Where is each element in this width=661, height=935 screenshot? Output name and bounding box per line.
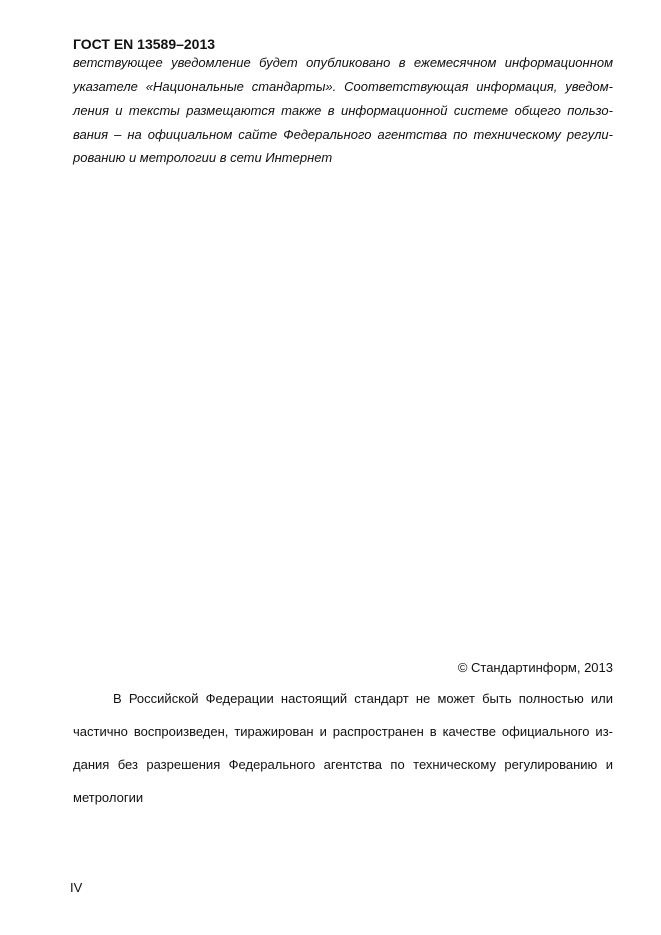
document-header: ГОСТ EN 13589–2013 <box>73 36 216 52</box>
notice-line: В Российской Федерации настоящий стандарт не может быть полностью или <box>113 691 613 706</box>
text-line: ления и тексты размещаются также в информационной системе общего пользо- <box>73 103 613 118</box>
notice-line: дания без разрешения Федерального агентства по техническому регулированию и <box>73 757 613 772</box>
page-number: IV <box>70 880 83 895</box>
text-line: ветствующее уведомление будет опубликовано в ежемесячном информационном <box>73 55 613 70</box>
text-line: вания – на официальном сайте Федерального агентства по техническому регули- <box>73 127 613 142</box>
text-line: рованию и метрологии в сети Интернет <box>73 150 333 165</box>
notice-line: частично воспроизведен, тиражирован и распространен в качестве официального из- <box>73 724 613 739</box>
copyright: © Стандартинформ, 2013 <box>457 660 613 675</box>
notice-line: метрологии <box>73 790 144 805</box>
text-line: указателе «Национальные стандарты». Соответствующая информация, уведом- <box>73 79 613 94</box>
